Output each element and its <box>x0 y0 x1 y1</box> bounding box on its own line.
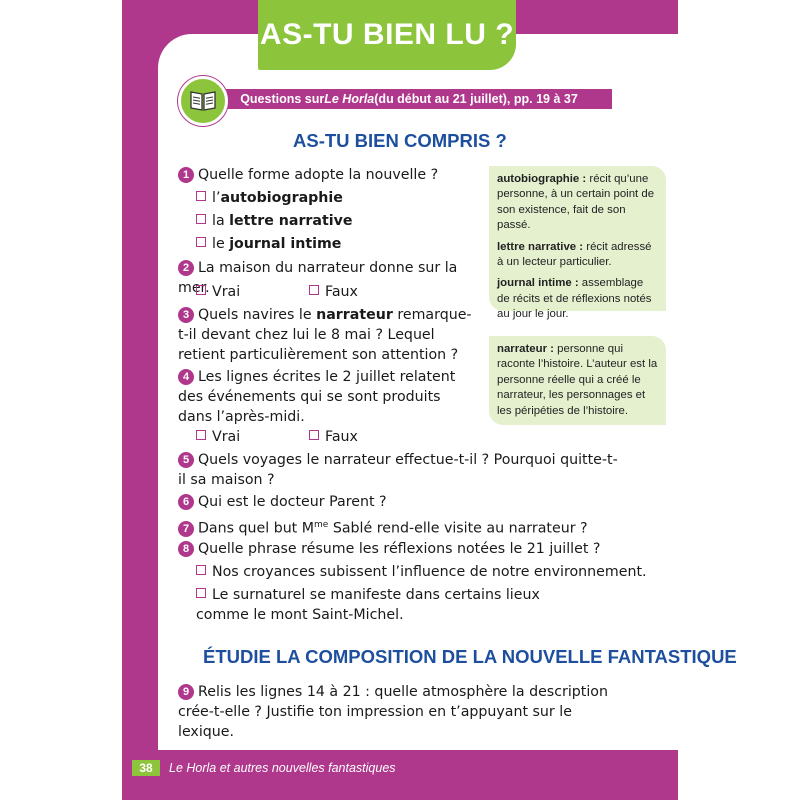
question-3: 3 Quels navires le narrateur remarque-t-il devant chez lui le 8 mai ? Lequel retient particulièrement son attention ? <box>178 307 472 363</box>
title-banner <box>258 0 516 70</box>
book-title: Le Horla et autres nouvelles fantastiques <box>169 761 396 775</box>
checkbox-icon[interactable] <box>309 285 319 295</box>
question-number: 8 <box>178 541 194 557</box>
checkbox-icon[interactable] <box>196 191 206 201</box>
glossary-entry: journal intime : assemblage de récits et de réflexions notés au jour le jour. <box>497 277 652 321</box>
question-number: 1 <box>178 167 194 183</box>
question-8: 8 Quelle phrase résume les réflexions notées le 21 juillet ? <box>178 539 618 559</box>
glossary-entry: autobiographie : récit qu’une personne, à un certain point de son existence, fait de son passé. <box>497 173 655 232</box>
checkbox-icon[interactable] <box>196 565 206 575</box>
q1-option-journal[interactable]: le journal intime <box>196 234 341 254</box>
q8-option-a[interactable]: Nos croyances subissent l’influence de notre environnement. <box>196 562 647 582</box>
checkbox-icon[interactable] <box>196 588 206 598</box>
question-7: 7 Dans quel but $M^{me}$ Sablé rend-elle visite au narrateur ? <box>178 515 618 539</box>
question-number: 2 <box>178 260 194 276</box>
q4-option-vrai[interactable]: Vrai <box>196 427 240 447</box>
q8-option-b[interactable]: Le surnaturel se manifeste dans certains lieux comme le mont Saint-Michel. <box>196 587 540 623</box>
q1-option-lettre[interactable]: la lettre narrative <box>196 211 353 231</box>
section-title-compris: AS-TU BIEN COMPRIS ? <box>293 130 507 151</box>
question-1: 1 Quelle forme adopte la nouvelle ? <box>178 165 478 185</box>
checkbox-icon[interactable] <box>196 237 206 247</box>
section-title-composition: ÉTUDIE LA COMPOSITION DE LA NOUVELLE FANTASTIQUE <box>203 646 737 667</box>
page-number: 38 <box>132 760 160 776</box>
questions-bar: Questions sur Le Horla (du début au 21 juillet), pp. 19 à 37 <box>206 89 612 109</box>
question-number: 6 <box>178 494 194 510</box>
question-4: 4 Les lignes écrites le 2 juillet relatent des événements qui se sont produits dans l’après-midi. <box>178 369 456 425</box>
checkbox-icon[interactable] <box>196 214 206 224</box>
question-number: 7 <box>178 521 194 537</box>
glossary-box-forms <box>489 166 666 321</box>
question-6: 6 Qui est le docteur Parent ? <box>178 492 618 512</box>
question-9: 9 Relis les lignes 14 à 21 : quelle atmosphère la description crée-t-elle ? Justifie ton impression en t’appuyant sur le lexique. <box>178 684 608 740</box>
glossary-entry: lettre narrative : récit adressé à un lecteur particulier. <box>497 240 652 269</box>
question-number: 3 <box>178 307 194 323</box>
q4-option-faux[interactable]: Faux <box>309 427 358 447</box>
checkbox-icon[interactable] <box>196 285 206 295</box>
checkbox-icon[interactable] <box>196 430 206 440</box>
question-number: 4 <box>178 369 194 385</box>
q1-option-autobiographie[interactable]: l’autobiographie <box>196 188 343 208</box>
glossary-entry: narrateur : personne qui raconte l’histoire. L’auteur est la personne réelle qui a créé le narrateur, les personnages et les péripéties de l’histoire. <box>497 343 658 417</box>
q2-option-vrai[interactable]: Vrai <box>196 282 240 302</box>
question-5: 5 Quels voyages le narrateur effectue-t-il ? Pourquoi quitte-t-il sa maison ? <box>178 452 618 488</box>
glossary-box-narrateur <box>489 336 666 425</box>
q2-option-faux[interactable]: Faux <box>309 282 358 302</box>
work-title: Le Horla <box>324 92 375 106</box>
open-book-icon <box>178 76 228 126</box>
question-number: 5 <box>178 452 194 468</box>
question-number: 9 <box>178 684 194 700</box>
page-title: AS-TU BIEN LU ? <box>259 18 515 51</box>
checkbox-icon[interactable] <box>309 430 319 440</box>
question-2: 2 La maison du narrateur donne sur la mer. <box>178 260 458 296</box>
